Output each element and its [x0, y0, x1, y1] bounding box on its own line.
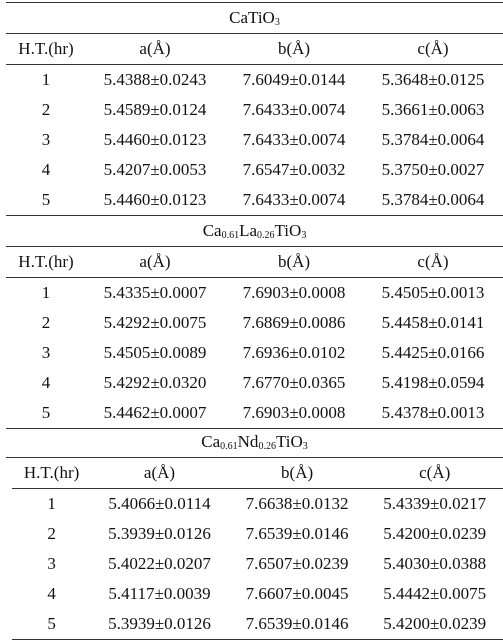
compound-title — [6, 3, 503, 34]
ht-cell: 5 — [41, 190, 51, 209]
title-text: La — [239, 221, 258, 240]
b-cell: 7.6547±0.0032 — [242, 160, 346, 179]
header-b: b(Å) — [277, 39, 311, 58]
table-row — [6, 125, 503, 155]
title-text: Nd — [237, 432, 259, 451]
table-row — [6, 338, 503, 368]
ht-cell: 3 — [41, 343, 51, 362]
a-cell: 5.4460±0.0123 — [103, 190, 207, 209]
a-cell: 5.4207±0.0053 — [103, 160, 207, 179]
b-cell: 7.6433±0.0074 — [242, 190, 346, 209]
table-row — [6, 95, 503, 125]
c-cell: 5.4458±0.0141 — [381, 313, 485, 332]
table-body — [6, 278, 503, 428]
c-cell: 5.3750±0.0027 — [381, 160, 485, 179]
table-row — [6, 155, 503, 185]
header-b: b(Å) — [281, 463, 314, 482]
table-body — [12, 489, 503, 639]
table-block — [6, 427, 503, 640]
a-cell: 5.4388±0.0243 — [103, 70, 207, 89]
ht-cell: 2 — [41, 313, 51, 332]
title-subscript: 0.61 — [220, 441, 238, 452]
b-cell: 7.6539±0.0146 — [245, 614, 349, 633]
c-cell: 5.3648±0.0125 — [381, 70, 485, 89]
data-table — [6, 247, 503, 429]
b-cell: 7.6433±0.0074 — [242, 130, 346, 149]
header-a: a(Å) — [139, 252, 171, 271]
title-subscript: 3 — [302, 441, 308, 452]
title-subscript: 0.61 — [221, 230, 240, 241]
table-row — [6, 278, 503, 308]
title-text: Ca — [202, 221, 222, 240]
c-cell: 5.3784±0.0064 — [381, 130, 485, 149]
ht-cell: 3 — [41, 130, 51, 149]
b-cell: 7.6638±0.0132 — [245, 494, 349, 513]
b-cell: 7.6607±0.0045 — [245, 584, 349, 603]
ht-cell: 1 — [41, 283, 51, 302]
header-row — [6, 34, 503, 65]
header-row — [12, 458, 503, 489]
title-subscript: 0.26 — [257, 230, 275, 241]
title-subscript: 0.26 — [258, 441, 276, 452]
ht-cell: 4 — [41, 160, 51, 179]
b-cell: 7.6433±0.0074 — [242, 100, 346, 119]
c-cell: 5.4378±0.0013 — [381, 403, 485, 422]
table-row — [12, 519, 503, 549]
ht-cell: 1 — [47, 494, 56, 513]
b-cell: 7.6539±0.0146 — [245, 524, 349, 543]
c-cell: 5.4425±0.0166 — [381, 343, 485, 362]
table-body — [6, 65, 503, 215]
a-cell: 5.3939±0.0126 — [108, 614, 211, 633]
ht-cell: 5 — [41, 403, 51, 422]
c-cell: 5.4200±0.0239 — [383, 614, 487, 633]
title-text: TiO — [275, 432, 303, 451]
table-block — [6, 216, 503, 429]
b-cell: 7.6936±0.0102 — [242, 343, 346, 362]
a-cell: 5.4066±0.0114 — [108, 494, 211, 513]
data-table — [12, 458, 503, 640]
table-row — [12, 579, 503, 609]
header-a: a(Å) — [139, 39, 171, 58]
c-cell: 5.3661±0.0063 — [381, 100, 485, 119]
header-c: c(Å) — [419, 463, 451, 482]
b-cell: 7.6903±0.0008 — [242, 403, 346, 422]
ht-cell: 3 — [47, 554, 56, 573]
table-row — [12, 549, 503, 579]
title-text: TiO — [274, 221, 302, 240]
a-cell: 5.4460±0.0123 — [103, 130, 207, 149]
title-subscript: 3 — [274, 17, 280, 28]
table-row — [6, 368, 503, 398]
table-row — [6, 185, 503, 215]
header-a: a(Å) — [143, 463, 176, 482]
c-cell: 5.4030±0.0388 — [383, 554, 487, 573]
title-subscript: 3 — [301, 230, 307, 241]
b-cell: 7.6049±0.0144 — [242, 70, 346, 89]
a-cell: 5.4589±0.0124 — [103, 100, 207, 119]
compound-title — [6, 427, 503, 458]
b-cell: 7.6770±0.0365 — [242, 373, 346, 392]
a-cell: 5.4462±0.0007 — [103, 403, 207, 422]
compound-title — [6, 216, 503, 247]
table-block — [6, 3, 503, 216]
ht-cell: 4 — [41, 373, 51, 392]
b-cell: 7.6903±0.0008 — [242, 283, 346, 302]
table-row — [6, 308, 503, 338]
header-ht: H.T.(hr) — [18, 39, 74, 58]
table-row — [6, 398, 503, 428]
a-cell: 5.4335±0.0007 — [103, 283, 207, 302]
a-cell: 5.4117±0.0039 — [108, 584, 211, 603]
header-row — [6, 247, 503, 278]
header-ht: H.T.(hr) — [18, 252, 74, 271]
a-cell: 5.3939±0.0126 — [108, 524, 211, 543]
ht-cell: 2 — [41, 100, 51, 119]
c-cell: 5.4442±0.0075 — [383, 584, 487, 603]
header-b: b(Å) — [277, 252, 311, 271]
header-ht: H.T.(hr) — [23, 463, 80, 482]
ht-cell: 4 — [47, 584, 56, 603]
b-cell: 7.6507±0.0239 — [245, 554, 349, 573]
a-cell: 5.4292±0.0320 — [103, 373, 207, 392]
title-text: Ca — [201, 432, 221, 451]
c-cell: 5.4505±0.0013 — [381, 283, 485, 302]
b-cell: 7.6869±0.0086 — [242, 313, 346, 332]
ht-cell: 1 — [41, 70, 51, 89]
a-cell: 5.4292±0.0075 — [103, 313, 207, 332]
data-table — [6, 34, 503, 216]
ht-cell: 5 — [47, 614, 56, 633]
header-c: c(Å) — [417, 252, 449, 271]
table-row — [12, 489, 503, 519]
a-cell: 5.4022±0.0207 — [108, 554, 211, 573]
c-cell: 5.4200±0.0239 — [383, 524, 487, 543]
c-cell: 5.4339±0.0217 — [383, 494, 487, 513]
ht-cell: 2 — [47, 524, 56, 543]
a-cell: 5.4505±0.0089 — [103, 343, 207, 362]
title-text: CaTiO — [229, 8, 275, 27]
table-row — [6, 65, 503, 95]
header-c: c(Å) — [417, 39, 449, 58]
c-cell: 5.4198±0.0594 — [381, 373, 485, 392]
table-row — [12, 609, 503, 639]
c-cell: 5.3784±0.0064 — [381, 190, 485, 209]
